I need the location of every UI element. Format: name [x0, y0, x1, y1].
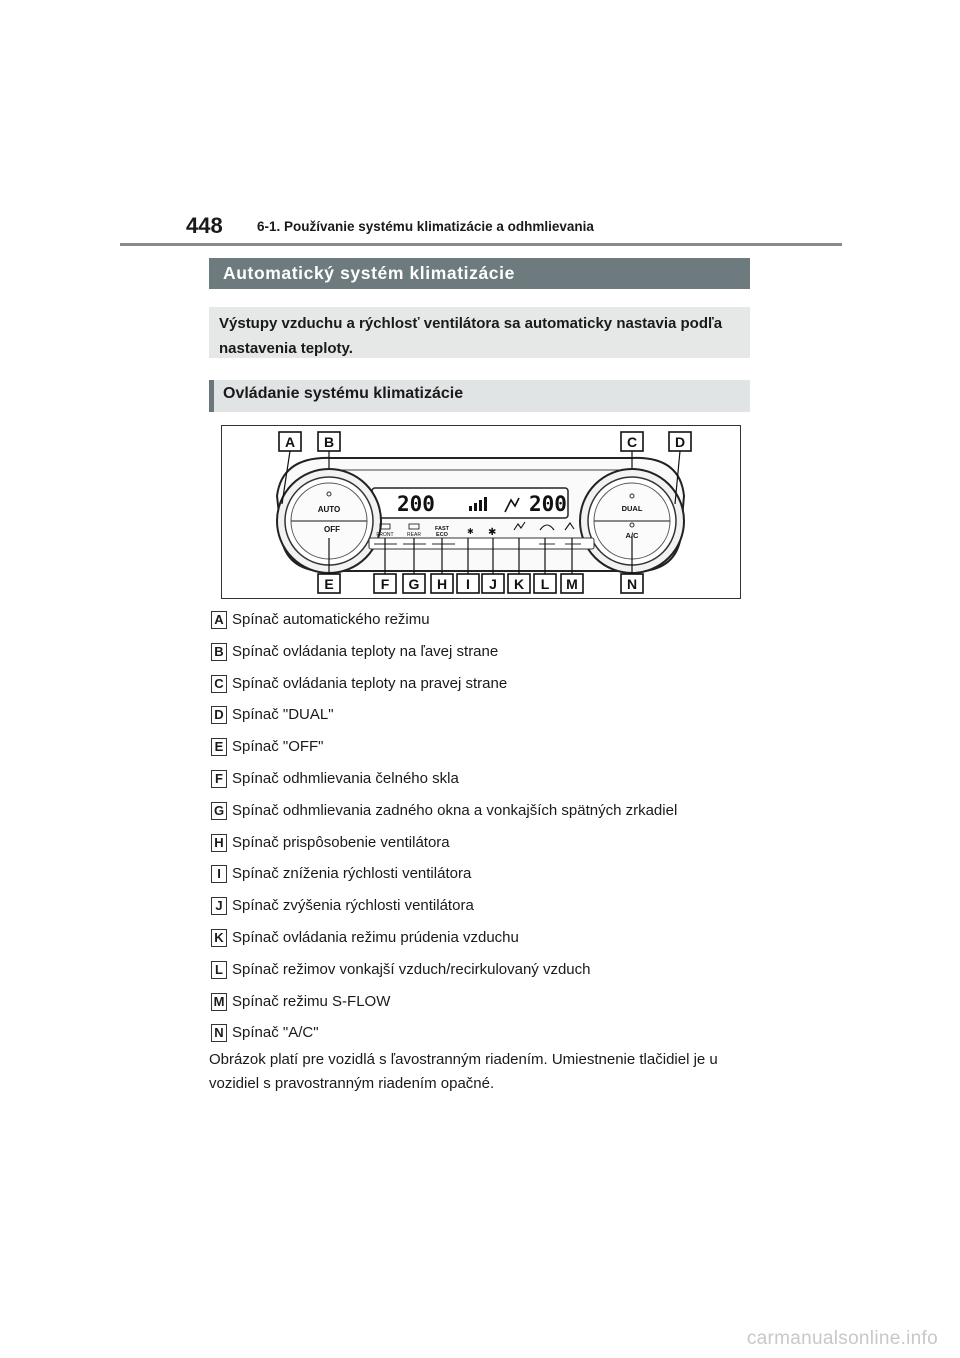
section-title-bar [209, 258, 750, 289]
legend-text: Spínač "DUAL" [232, 706, 334, 724]
fan-low-icon: ✱ [467, 527, 474, 536]
legend-text: Spínač ovládania režimu prúdenia vzduchu [232, 928, 519, 946]
intro-box [209, 307, 750, 358]
watermark-link[interactable]: carmanualsonline.info [746, 1328, 938, 1349]
legend-text: Spínač režimov vonkajší vzduch/recirkulovaný vzduch [232, 960, 591, 978]
legend-text: Spínač odhmlievania zadného okna a vonkajších spätných zrkadiel [232, 801, 678, 819]
svg-text:G: G [408, 576, 420, 592]
header-rule [120, 243, 842, 246]
legend-letter-box: G [211, 802, 227, 820]
svg-text:B: B [323, 434, 335, 450]
legend-text: Spínač zníženia rýchlosti ventilátora [232, 865, 472, 883]
callout-i [457, 574, 479, 593]
fan-high-icon: ✱ [488, 527, 497, 538]
callout-c [621, 432, 643, 451]
running-head: 6-1. Používanie systému klimatizácie a odhmlievania [257, 219, 594, 234]
legend-letter-box: N [211, 1024, 227, 1042]
front-button-label: FRONT [376, 532, 394, 538]
svg-text:N: N [626, 576, 638, 592]
callout-j [482, 574, 504, 593]
callout-n [621, 574, 643, 593]
legend-item-c [211, 672, 751, 704]
svg-text:I: I [466, 576, 470, 592]
callout-b [318, 432, 340, 451]
off-knob-label: OFF [324, 525, 340, 534]
svg-text:H: H [436, 576, 448, 592]
legend-letter-box: C [211, 675, 227, 693]
subsection-title: Ovládanie systému klimatizácie [223, 385, 464, 402]
legend-letter-box: M [211, 993, 227, 1011]
legend-text: Spínač prispôsobenie ventilátora [232, 833, 450, 851]
legend-item-g [211, 799, 751, 831]
left-temperature-readout: 200 [397, 492, 435, 516]
svg-text:J: J [489, 576, 497, 592]
legend-letter-box: I [211, 865, 227, 883]
callout-l [534, 574, 556, 593]
legend-letter-box: H [211, 834, 227, 852]
callout-d [669, 432, 691, 451]
fast-button-label: FAST [434, 526, 450, 532]
svg-text:L: L [540, 576, 550, 592]
legend-text: Spínač režimu S-FLOW [232, 992, 391, 1010]
legend-letter-box: K [211, 929, 227, 947]
legend-item-l [211, 958, 751, 990]
callout-a [279, 432, 301, 451]
legend-letter-box: L [211, 961, 227, 979]
svg-text:K: K [513, 576, 525, 592]
legend-item-h [211, 831, 751, 863]
right-temperature-readout: 200 [529, 492, 567, 516]
legend-item-k [211, 926, 751, 958]
legend-letter-box: A [211, 611, 227, 629]
legend-text: Spínač "OFF" [232, 738, 324, 756]
auto-knob-label: AUTO [317, 505, 341, 514]
legend-item-d [211, 703, 751, 735]
section-title: Automatický systém klimatizácie [223, 263, 515, 283]
callout-e [318, 574, 340, 593]
legend-text: Spínač zvýšenia rýchlosti ventilátora [232, 897, 474, 915]
legend-text: Spínač automatického režimu [232, 611, 430, 628]
svg-text:F: F [380, 576, 390, 592]
svg-text:M: M [566, 576, 578, 592]
legend-letter-box: F [211, 770, 227, 788]
callout-legend [211, 608, 751, 1053]
button-strip [369, 538, 594, 549]
svg-text:E: E [324, 576, 334, 592]
lhd-note: Obrázok platí pre vozidlá s ľavostranným riadením. Umiestnenie tlačidiel je u vozidiel s pravostranným riadením opačné. [209, 1051, 718, 1092]
climate-panel-drawing [222, 426, 740, 598]
dual-knob-label: DUAL [621, 504, 643, 513]
callout-k [508, 574, 530, 593]
page-number: 448 [186, 213, 223, 238]
legend-letter-box: B [211, 643, 227, 661]
legend-text: Spínač odhmlievania čelného skla [232, 769, 459, 787]
ac-knob-label: A/C [625, 531, 639, 540]
legend-item-i [211, 862, 751, 894]
svg-text:D: D [674, 434, 686, 450]
legend-letter-box: E [211, 738, 227, 756]
legend-item-m [211, 990, 751, 1022]
rear-button-label: REAR [407, 532, 421, 538]
legend-letter-box: J [211, 897, 227, 915]
legend-item-a [211, 608, 751, 640]
legend-text: Spínač ovládania teploty na pravej strane [232, 674, 508, 692]
legend-text: Spínač "A/C" [232, 1024, 319, 1042]
legend-item-f [211, 767, 751, 799]
callout-f [374, 574, 396, 593]
callout-m [561, 574, 583, 593]
eco-button-label: ECO [436, 532, 448, 538]
climate-panel-figure [221, 425, 741, 599]
legend-item-j [211, 894, 751, 926]
callout-h [431, 574, 453, 593]
legend-item-e [211, 735, 751, 767]
intro-text: Výstupy vzduchu a rýchlosť ventilátora sa automaticky nastavia podľa nastavenia teploty. [219, 315, 723, 357]
svg-text:A: A [284, 434, 296, 450]
svg-text:C: C [626, 434, 638, 450]
legend-text: Spínač ovládania teploty na ľavej strane [232, 642, 499, 660]
callout-g [403, 574, 425, 593]
legend-item-b [211, 640, 751, 672]
legend-letter-box: D [211, 706, 227, 724]
subsection-title-bar [209, 380, 750, 412]
